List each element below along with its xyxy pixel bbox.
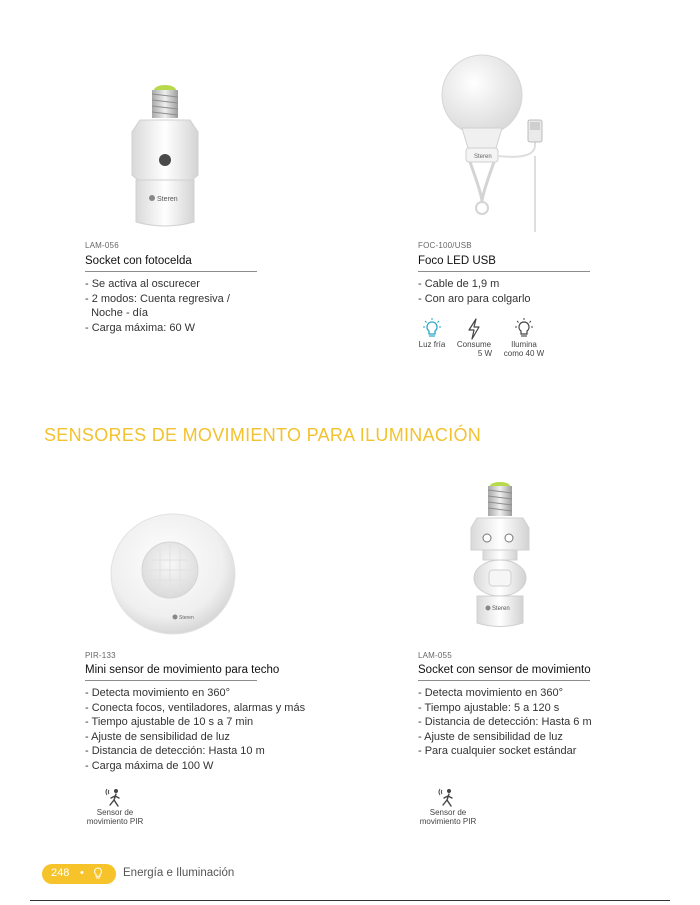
product-image-pir-133	[108, 512, 238, 637]
feature-item: - Conecta focos, ventiladores, alarmas y más	[85, 701, 306, 714]
feature-caption: Sensor de	[96, 808, 134, 817]
product-code: PIR-133	[85, 651, 116, 660]
feature-item: - Ajuste de sensibilidad de luz	[85, 730, 230, 743]
feature-item: - Se activa al oscurecer	[85, 278, 200, 290]
product-image-lam-055	[455, 478, 545, 633]
divider	[418, 271, 590, 272]
feature-caption: Sensor de	[429, 808, 467, 817]
product-image-lam-056	[110, 80, 220, 230]
svg-text:Steren: Steren	[474, 154, 492, 160]
feature-caption: Luz fría	[418, 340, 446, 349]
feature-item: - 2 modos: Cuenta regresiva /	[85, 292, 230, 305]
feature-list	[418, 277, 531, 306]
feature-item: - Tiempo ajustable: 5 a 120 s	[418, 701, 560, 714]
page-number: 248	[51, 867, 70, 879]
footer-divider	[30, 900, 670, 901]
divider	[85, 680, 257, 681]
feature-list	[418, 686, 592, 759]
feature-item: - Carga máxima de 100 W	[85, 759, 214, 772]
feature-item: - Distancia de detección: Hasta 6 m	[418, 716, 592, 729]
product-image-foc-100-usb	[440, 50, 560, 232]
product-code: LAM-055	[418, 651, 452, 660]
product-code: FOC-100/USB	[418, 241, 472, 250]
svg-text:Steren: Steren	[492, 606, 510, 612]
feature-item: - Ajuste de sensibilidad de luz	[418, 730, 563, 743]
feature-badge	[452, 318, 496, 358]
lightning-bolt-icon	[452, 318, 496, 340]
svg-text:Steren: Steren	[179, 615, 194, 621]
divider	[85, 271, 257, 272]
feature-badge	[413, 786, 483, 826]
bullet: •	[80, 867, 84, 879]
feature-item: - Detecta movimiento en 360°	[418, 687, 564, 699]
feature-item: - Carga máxima: 60 W	[85, 321, 196, 334]
light-bulb-cold-icon	[412, 318, 452, 340]
feature-badge	[412, 318, 452, 349]
feature-caption: Ilumina	[511, 340, 537, 349]
feature-list	[85, 686, 305, 774]
feature-item: - Para cualquier socket estándar	[418, 745, 577, 758]
light-bulb-icon	[500, 318, 548, 340]
feature-item: - Con aro para colgarlo	[418, 292, 531, 305]
motion-sensor-icon	[413, 786, 483, 808]
section-title: SENSORES DE MOVIMIENTO PARA ILUMINACIÓN	[44, 425, 482, 445]
product-name: Foco LED USB	[418, 255, 496, 267]
product-name: Socket con fotocelda	[85, 255, 192, 267]
feature-caption: Consume	[456, 340, 492, 349]
feature-caption: movimiento PIR	[419, 817, 477, 826]
footer-section-label: Energía e Iluminación	[123, 867, 235, 879]
product-name: Socket con sensor de movimiento	[418, 664, 591, 676]
feature-caption: movimiento PIR	[86, 817, 144, 826]
feature-caption: como 40 W	[503, 349, 545, 358]
product-code: LAM-056	[85, 241, 119, 250]
feature-caption: 5 W	[477, 349, 493, 358]
motion-sensor-icon	[80, 786, 150, 808]
product-name: Mini sensor de movimiento para techo	[85, 664, 280, 676]
divider	[418, 680, 590, 681]
feature-item: - Distancia de detección: Hasta 10 m	[85, 745, 265, 758]
svg-text:Steren: Steren	[157, 196, 178, 203]
feature-icon-group	[412, 318, 562, 363]
feature-item: - Tiempo ajustable de 10 s a 7 min	[85, 716, 254, 729]
feature-badge	[80, 786, 150, 826]
feature-item: - Cable de 1,9 m	[418, 278, 500, 290]
page-number-badge	[42, 864, 116, 884]
feature-item: Noche - día	[85, 307, 148, 320]
feature-badge	[500, 318, 548, 358]
light-bulb-icon	[93, 867, 103, 883]
feature-list	[85, 277, 230, 335]
feature-item: - Detecta movimiento en 360°	[85, 687, 231, 699]
